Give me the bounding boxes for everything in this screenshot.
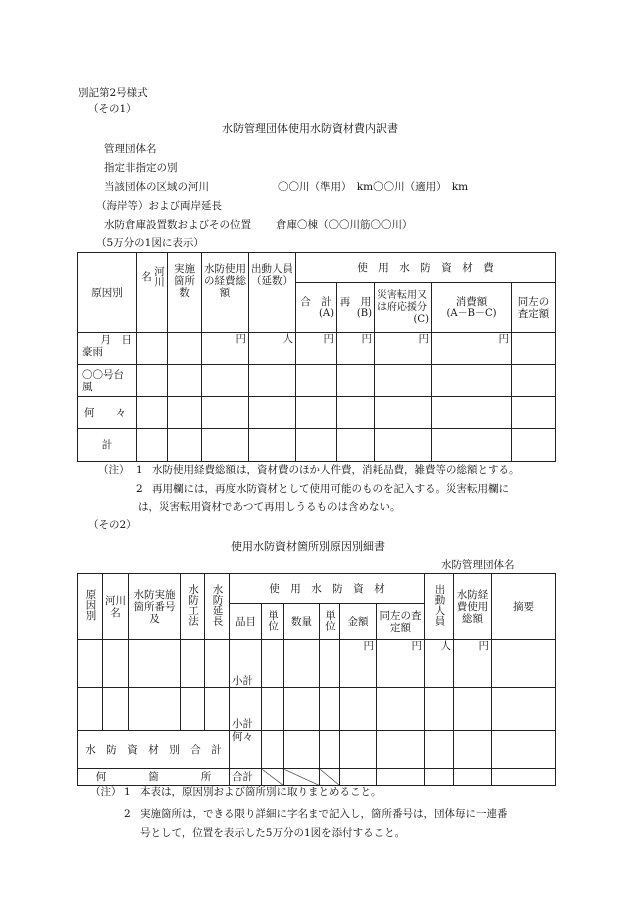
header2-site: 水防実施箇所番号及 bbox=[129, 574, 181, 640]
part2-title: 使用水防資材箇所別原因別細書 bbox=[231, 540, 385, 553]
diagonal-cell bbox=[320, 769, 340, 786]
note2-2-num: 2 bbox=[124, 808, 131, 820]
header-cause: 原因別 bbox=[78, 253, 137, 333]
field-warehouse: 水防倉庫設置数およびその位置 bbox=[104, 219, 251, 231]
row-date: 月 日 bbox=[100, 334, 132, 346]
notes1-label: （注） bbox=[98, 464, 130, 476]
header-consumption: 消費額 (A－B－C) bbox=[432, 283, 512, 333]
header-river: 河川名 bbox=[140, 265, 165, 287]
header-material-cost: 使 用 水 防 資 材 費 bbox=[296, 253, 556, 283]
part2-org-label: 水防管理団体名 bbox=[441, 559, 515, 571]
note2-1-num: 1 bbox=[124, 786, 131, 798]
diagonal-cell bbox=[262, 769, 284, 786]
material-cost-table bbox=[77, 252, 556, 462]
site-breakdown-table bbox=[77, 573, 556, 786]
table-row: 小計 円 円 人 円 bbox=[78, 640, 556, 688]
header2-item: 品目 bbox=[230, 604, 262, 640]
table-row: 〇〇号台 風 bbox=[78, 365, 556, 397]
subtotal-label: 小計 bbox=[230, 640, 262, 688]
header2-expense: 水防経費使用総額 bbox=[454, 574, 492, 640]
note2-1: 本表は，原因別および箇所別に取りまとめること。 bbox=[140, 786, 382, 798]
table-row: 月 日 豪雨 円 人 円 円 円 円 bbox=[78, 333, 556, 365]
header2-amount: 金額 bbox=[340, 604, 377, 640]
etc-label: 何々 bbox=[230, 731, 262, 769]
header2-unit2: 単位 bbox=[324, 609, 336, 631]
field-map-note: （5万分の1図に表示） bbox=[96, 237, 204, 249]
field-coast: （海岸等）および両岸延長 bbox=[96, 200, 222, 212]
table-row: 何 々 bbox=[78, 397, 556, 429]
header2-assessed: 同左の査定額 bbox=[377, 604, 425, 640]
table-row-total: 計 bbox=[78, 429, 556, 462]
header-location-count: 実施箇所数 bbox=[168, 253, 202, 333]
material-total-label: 水 防 資 材 別 合 計 bbox=[78, 731, 230, 769]
header-disaster: 災害転用又は府応援分 (C) bbox=[375, 283, 432, 333]
header2-river: 河川名 bbox=[103, 574, 129, 640]
table-row bbox=[78, 688, 556, 731]
header-personnel: 出動人員（延数） bbox=[249, 253, 296, 333]
field-org-name: 管理団体名 bbox=[104, 143, 157, 155]
header-sum: 合 計 (A) bbox=[296, 283, 337, 333]
warehouse-value: 倉庫〇棟（〇〇川筋〇〇川） bbox=[276, 219, 413, 231]
header2-materials: 使 用 水 防 資 材 bbox=[230, 574, 425, 604]
diagonal-cell bbox=[284, 769, 320, 786]
header2-remarks: 摘要 bbox=[492, 574, 556, 640]
notes2-label: （注） bbox=[90, 786, 122, 798]
rivers-value: 〇〇川（準用） km〇〇川（適用） km bbox=[278, 181, 469, 193]
part1-label: （その1） bbox=[88, 103, 137, 115]
note1-1-num: 1 bbox=[136, 464, 143, 476]
part1-title: 水防管理団体使用水防資材費内訳書 bbox=[222, 122, 398, 135]
form-label: 別記第2号様式 bbox=[78, 87, 148, 99]
table-row bbox=[78, 731, 556, 769]
note1-2-num: 2 bbox=[136, 483, 143, 495]
note2-2: 実施箇所は，できる限り詳細に字名まで記入し，箇所番号は，団体毎に一連番 bbox=[140, 808, 508, 820]
subtotal-label: 小計 bbox=[230, 688, 262, 731]
header2-method: 水防工法 bbox=[187, 584, 199, 626]
site-total-label: 何 箇 所 bbox=[78, 769, 230, 786]
field-rivers: 当該団体の区域の河川 bbox=[104, 181, 209, 193]
header2-qty: 数量 bbox=[284, 604, 320, 640]
header2-length: 水防延長 bbox=[211, 584, 224, 626]
note1-1: 水防使用経費総額は，資材費のほか人件費，消耗品費，雑費等の総額とする。 bbox=[152, 464, 520, 476]
site-total-right-label: 合計 bbox=[230, 769, 262, 786]
header-reuse: 再 用 (B) bbox=[337, 283, 375, 333]
table-row-total bbox=[78, 769, 556, 786]
header-assessed: 同左の査定額 bbox=[512, 283, 556, 333]
header2-unit1: 単位 bbox=[267, 609, 279, 631]
note1-2: 再用欄には，再度水防資材として使用可能のものを記入する。災害転用欄に bbox=[152, 483, 509, 495]
note2-2-cont: 号として，位置を表示した5万分の1図を添付すること。 bbox=[140, 827, 406, 839]
field-designation: 指定非指定の別 bbox=[104, 162, 178, 174]
part2-label: （その2） bbox=[88, 519, 137, 531]
header2-cause: 原因別 bbox=[84, 589, 97, 621]
note1-2-cont: は，災害転用資材であつて再用しうるものは含めない。 bbox=[138, 501, 401, 513]
header-total-expense: 水防使用の経費総額 bbox=[202, 253, 249, 333]
header2-personnel: 出動人員 bbox=[433, 584, 446, 626]
